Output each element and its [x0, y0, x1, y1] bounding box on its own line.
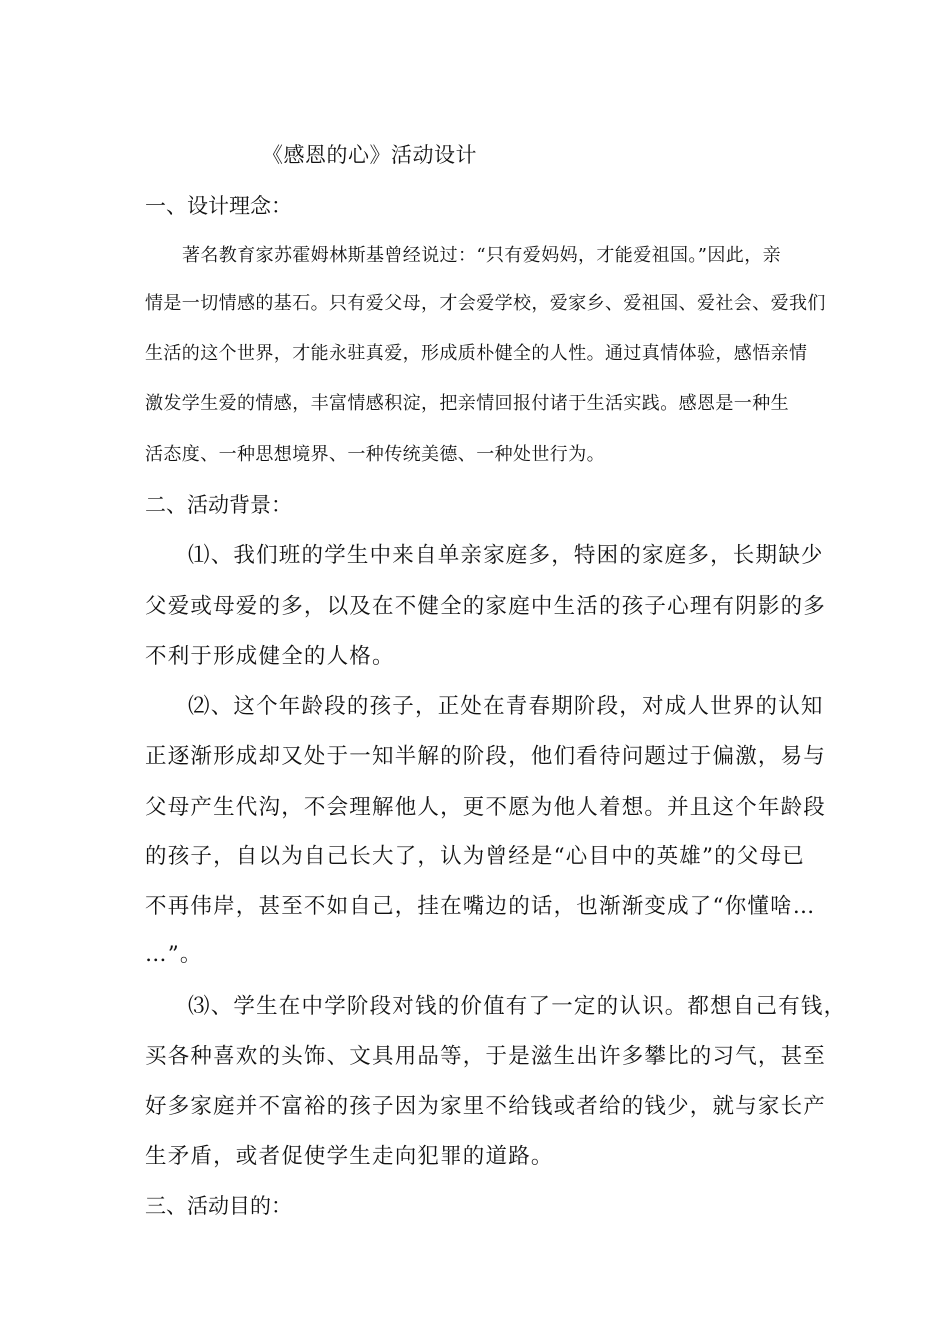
paragraph-line: 生矛盾，或者促使学生走向犯罪的道路。 — [145, 1144, 554, 1169]
paragraph-line: 的孩子，自以为自己长大了，认为曾经是“心目中的英雄”的父母已 — [145, 844, 805, 869]
document-title: 《感恩的心》活动设计 — [262, 143, 477, 167]
paragraph-line: 著名教育家苏霍姆林斯基曾经说过：“只有爱妈妈，才能爱祖国。”因此，亲 — [182, 245, 782, 266]
paragraph-line: ⑵、这个年龄段的孩子，正处在青春期阶段，对成人世界的认知 — [188, 694, 824, 719]
paragraph-line: 不再伟岸，甚至不如自己，挂在嘴边的话，也渐渐变成了“你懂啥… — [145, 894, 816, 919]
paragraph-line: 不利于形成健全的人格。 — [145, 644, 395, 669]
paragraph-line: 正逐渐形成却又处于一知半解的阶段，他们看待问题过于偏激，易与 — [145, 744, 827, 769]
paragraph-line: …”。 — [145, 942, 203, 967]
section-heading-purpose: 三、活动目的： — [145, 1194, 292, 1218]
paragraph-line: 父母产生代沟，不会理解他人，更不愿为他人着想。并且这个年龄段 — [145, 795, 827, 820]
paragraph-line: 生活的这个世界，才能永驻真爱，形成质朴健全的人性。通过真情体验，感悟亲情 — [145, 343, 808, 364]
paragraph-line: 父爱或母爱的多，以及在不健全的家庭中生活的孩子心理有阴影的多 — [145, 594, 827, 619]
paragraph-line: 激发学生爱的情感，丰富情感积淀，把亲情回报付诸于生活实践。感恩是一种生 — [145, 393, 789, 414]
paragraph-line: 情是一切情感的基石。只有爱父母，才会爱学校，爱家乡、爱祖国、爱社会、爱我们 — [145, 293, 826, 314]
paragraph-line: 好多家庭并不富裕的孩子因为家里不给钱或者给的钱少，就与家长产 — [145, 1094, 827, 1119]
section-heading-design-concept: 一、设计理念： — [145, 194, 292, 218]
section-heading-background: 二、活动背景： — [145, 493, 292, 517]
paragraph-line: ⑴、我们班的学生中来自单亲家庭多，特困的家庭多，长期缺少 — [188, 543, 824, 568]
paragraph-line: 买各种喜欢的头饰、文具用品等，于是滋生出许多攀比的习气，甚至 — [145, 1044, 827, 1069]
paragraph-line: ⑶、学生在中学阶段对钱的价值有了一定的认识。都想自己有钱， — [188, 994, 847, 1019]
paragraph-line: 活态度、一种思想境界、一种传统美德、一种处世行为。 — [145, 444, 605, 465]
